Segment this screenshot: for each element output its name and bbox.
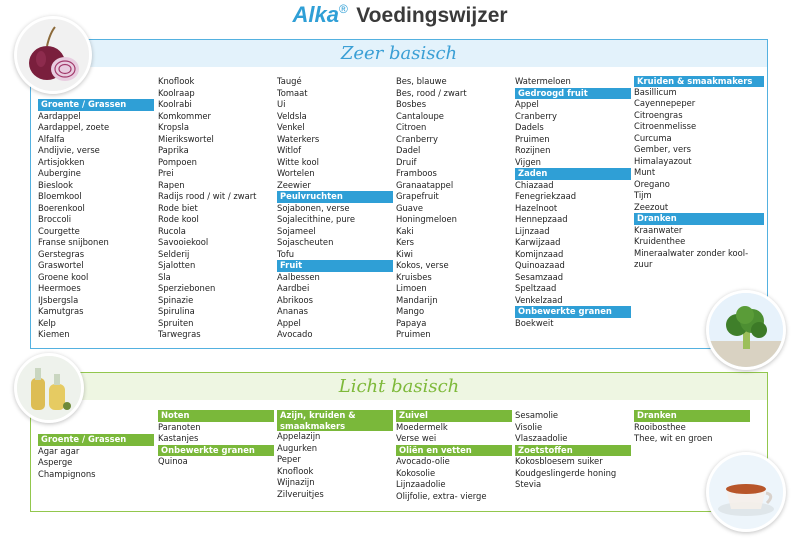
food-item: Broccoli: [38, 214, 72, 224]
food-item: Radijs rood / wit / zwart: [158, 191, 257, 201]
food-item: Tomaat: [277, 87, 308, 98]
food-item: Dadel: [396, 145, 421, 155]
category-header: Peulvruchten: [277, 191, 393, 203]
food-item: Augurken: [277, 442, 318, 453]
food-item: Sjalotten: [158, 260, 196, 270]
food-item: Sesamolie: [515, 410, 559, 420]
food-item: Taugé: [277, 76, 302, 86]
food-item: Bloemkool: [38, 191, 82, 201]
food-item: Kaki: [396, 225, 414, 236]
food-item: Visolie: [515, 421, 543, 432]
food-item: Boekweit: [515, 317, 554, 328]
food-item: Pruimen: [515, 133, 550, 144]
food-item: Lijnzaad: [515, 225, 550, 236]
zeer-col-1: [38, 99, 154, 341]
food-item: Appelazijn: [277, 431, 321, 441]
food-item: Boerenkool: [38, 202, 85, 213]
zeer-col-6: [634, 76, 764, 271]
food-item: Hennepzaad: [515, 214, 568, 224]
food-item: Speltzaad: [515, 283, 557, 293]
food-item: Kropsla: [158, 122, 190, 132]
food-item: Knoflook: [277, 465, 314, 476]
zeer-col-3: [277, 76, 393, 341]
food-item: Kelp: [38, 317, 56, 328]
food-item: Andijvie, verse: [38, 145, 100, 155]
category-header: Zoetstoffen: [515, 445, 631, 457]
food-item: Pompoen: [158, 156, 197, 167]
food-item: Aalbessen: [277, 271, 320, 282]
page-title: [0, 2, 800, 28]
food-item: Fenegriekzaad: [515, 191, 577, 201]
food-item: Aardappel, zoete: [38, 122, 110, 132]
food-item: Venkelzaad: [515, 294, 563, 305]
food-item: Kokosolie: [396, 467, 436, 478]
licht-col-2: [158, 410, 274, 468]
food-item: Curcuma: [634, 132, 672, 143]
category-header: Zuivel: [396, 410, 512, 422]
food-item: Zilveruitjes: [277, 488, 324, 499]
zeer-col-4: [396, 76, 512, 341]
food-item: Paranoten: [158, 421, 201, 432]
food-item: Koolrabi: [158, 99, 192, 109]
food-item: Paprika: [158, 145, 189, 155]
food-item: Quinoazaad: [515, 260, 565, 270]
food-item: Watermeloen: [515, 76, 571, 86]
food-item: Wijnazijn: [277, 477, 315, 487]
food-item: Avocado: [277, 329, 313, 339]
food-item: Rooibosthee: [634, 421, 686, 432]
food-item: Karwijzaad: [515, 237, 561, 247]
licht-col-1: [38, 434, 154, 480]
food-item: Sojalecithine, pure: [277, 214, 356, 224]
food-item: Alfalfa: [38, 133, 65, 144]
food-item: Grapefruit: [396, 191, 439, 201]
category-header: Kruiden & smaakmakers: [634, 76, 764, 87]
category-header: Dranken: [634, 213, 764, 225]
food-item: Avocado-olie: [396, 456, 450, 466]
food-item: Witlof: [277, 145, 302, 155]
food-item: Pruimen: [396, 329, 431, 339]
food-item: Groene kool: [38, 271, 89, 282]
food-item: Gember, vers: [634, 144, 691, 154]
food-item: Veldsla: [277, 110, 307, 121]
food-item: Rode kool: [158, 214, 199, 224]
food-item: Basillicum: [634, 86, 677, 97]
category-header: Noten: [158, 410, 274, 422]
food-item: Sojabonen, verse: [277, 202, 350, 213]
licht-col-4: [396, 410, 512, 502]
food-item: Sesamzaad: [515, 271, 564, 282]
food-item: Witte kool: [277, 156, 319, 167]
food-item: Waterkers: [277, 133, 320, 144]
food-item: Kruisbes: [396, 271, 432, 282]
food-item: Vlaszaadolie: [515, 433, 568, 443]
food-item: Dadels: [515, 122, 544, 132]
food-item: Bieslook: [38, 179, 74, 190]
food-item: Sla: [158, 271, 171, 282]
food-item: Mandarijn: [396, 294, 438, 305]
onion-photo: [14, 16, 92, 94]
food-item: Oregano: [634, 178, 670, 189]
food-item: Kamutgras: [38, 306, 84, 316]
food-item: Citroenmelisse: [634, 121, 697, 131]
food-item: IJsbergsla: [38, 294, 79, 305]
food-item: Wortelen: [277, 168, 315, 178]
food-item: Guave: [396, 202, 424, 213]
food-item: Citroengras: [634, 109, 683, 120]
food-item: Zeezout: [634, 201, 669, 212]
food-item: Mineraalwater zonder kool-: [634, 247, 749, 258]
food-item: Abrikoos: [277, 294, 313, 305]
food-item: Cranberry: [515, 110, 557, 121]
food-item: Spirulina: [158, 306, 195, 316]
category-header: Fruit: [277, 260, 393, 272]
oil-bottles-photo: [14, 353, 84, 423]
food-item: Komkommer: [158, 110, 211, 121]
food-item: Munt: [634, 167, 656, 177]
zeer-col-5: [515, 76, 631, 329]
food-item: Sojameel: [277, 225, 316, 236]
food-item: Savooiekool: [158, 237, 209, 247]
food-item: Papaya: [396, 317, 427, 328]
food-item: Ui: [277, 99, 286, 109]
title-text: Voedingswijzer: [356, 4, 508, 27]
brand-name: Alka: [292, 2, 339, 27]
category-header: Onbewerkte granen: [515, 306, 631, 318]
food-item: Rode biet: [158, 202, 198, 213]
food-item: Cantaloupe: [396, 110, 444, 121]
food-item: Bosbes: [396, 99, 427, 109]
category-header: Oliën en vetten: [396, 445, 512, 457]
food-item: Venkel: [277, 122, 305, 132]
licht-col-5: [515, 410, 631, 491]
food-item: Champignons: [38, 468, 96, 479]
food-item: Courgette: [38, 225, 80, 236]
food-item: Graswortel: [38, 260, 84, 270]
food-item: Spinazie: [158, 294, 194, 305]
food-item: Agar agar: [38, 445, 80, 456]
food-item: Verse wei: [396, 433, 437, 443]
food-item: Tarwegras: [158, 329, 201, 339]
food-item: Sojascheuten: [277, 237, 334, 247]
food-item: Artisjokken: [38, 156, 85, 167]
food-item: Knoflook: [158, 76, 195, 86]
food-item: Tijm: [634, 190, 652, 200]
category-header: Dranken: [634, 410, 750, 422]
food-item: Kastanjes: [158, 433, 199, 443]
category-header: Onbewerkte granen: [158, 445, 274, 457]
food-item: Peper: [277, 454, 301, 464]
licht-col-3: [277, 410, 393, 500]
food-item: Kiemen: [38, 329, 70, 339]
licht-basisch-heading: Licht basisch: [31, 373, 767, 400]
broccoli-photo: [706, 290, 786, 370]
food-item: Rapen: [158, 179, 185, 190]
food-item: Selderij: [158, 248, 190, 259]
food-item: Aardbei: [277, 283, 310, 293]
food-item: Hazelnoot: [515, 202, 558, 213]
zeer-basisch-heading: Zeer basisch: [31, 40, 767, 67]
food-item: Framboos: [396, 168, 437, 178]
food-item: Zeewier: [277, 179, 311, 190]
food-item: Kers: [396, 237, 415, 247]
category-header: Groente / Grassen: [38, 434, 154, 446]
category-header: Gedroogd fruit: [515, 88, 631, 100]
food-item: Thee, wit en groen: [634, 433, 713, 443]
food-item: Kruidenthee: [634, 236, 686, 246]
food-item: Kokosbloesem suiker: [515, 456, 603, 466]
food-item: Koolraap: [158, 87, 195, 98]
food-item: Ananas: [277, 306, 308, 316]
food-item: zuur: [634, 259, 653, 269]
food-item: Spruiten: [158, 317, 194, 328]
food-item: Citroen: [396, 122, 427, 132]
food-item: Kiwi: [396, 248, 413, 259]
food-item: Limoen: [396, 283, 427, 293]
food-item: Franse snijbonen: [38, 237, 109, 247]
registered-mark: ®: [338, 2, 348, 16]
food-item: Kokos, verse: [396, 260, 449, 270]
food-item: Gerstegras: [38, 248, 85, 259]
food-item: Mango: [396, 306, 425, 316]
food-item: Honingmeloen: [396, 214, 457, 224]
food-item: Himalayazout: [634, 155, 692, 166]
food-item: Asperge: [38, 457, 73, 467]
food-item: Rozijnen: [515, 145, 551, 155]
food-item: Lijnzaadolie: [396, 479, 446, 489]
food-item: Cayennepeper: [634, 98, 696, 108]
category-header: Zaden: [515, 168, 631, 180]
licht-col-6: [634, 410, 750, 445]
zeer-col-2: [158, 76, 274, 341]
food-item: Bes, blauwe: [396, 76, 447, 86]
food-item: Kraanwater: [634, 224, 683, 235]
food-item: Olijfolie, extra- vierge: [396, 490, 487, 501]
food-item: Moedermelk: [396, 421, 448, 432]
category-header: Azijn, kruiden & smaakmakers: [277, 410, 393, 431]
food-item: Appel: [277, 317, 301, 328]
food-item: Mierikswortel: [158, 133, 214, 144]
food-item: Stevia: [515, 479, 542, 489]
food-item: Heermoes: [38, 283, 81, 293]
food-item: Granaatappel: [396, 179, 454, 190]
food-item: Aubergine: [38, 168, 81, 178]
food-item: Chiazaad: [515, 179, 554, 190]
food-item: Rucola: [158, 225, 186, 236]
category-header: Groente / Grassen: [38, 99, 154, 111]
food-item: Quinoa: [158, 456, 188, 466]
food-item: Vijgen: [515, 156, 541, 167]
food-item: Bes, rood / zwart: [396, 87, 467, 98]
food-item: Druif: [396, 156, 417, 167]
food-item: Cranberry: [396, 133, 438, 144]
food-item: Prei: [158, 168, 174, 178]
food-item: Tofu: [277, 248, 295, 259]
tea-cup-photo: [706, 452, 786, 532]
food-item: Appel: [515, 99, 539, 109]
food-item: Komijnzaad: [515, 248, 564, 259]
food-item: Aardappel: [38, 110, 81, 121]
food-item: Sperziebonen: [158, 283, 216, 293]
food-item: Koudgeslingerde honing: [515, 467, 617, 478]
